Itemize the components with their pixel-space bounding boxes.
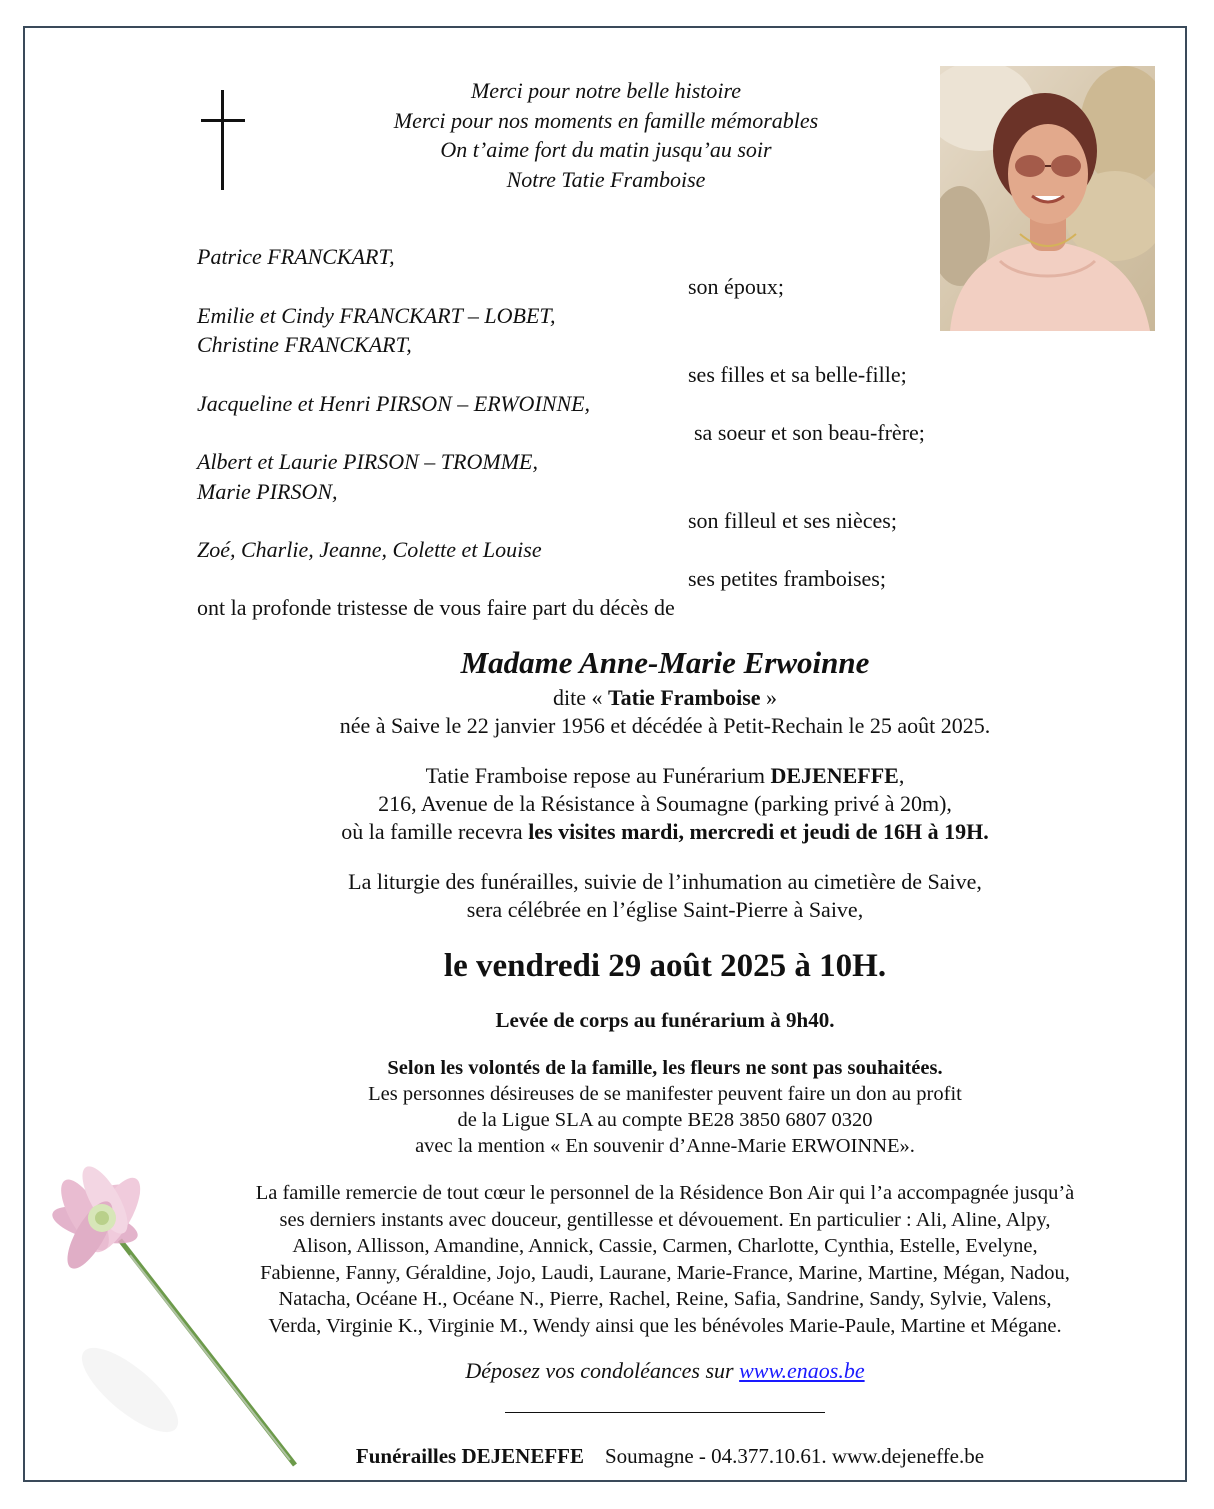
- thanks-paragraph: [190, 1180, 1140, 1339]
- visits-prefix: où la famille recevra: [341, 819, 529, 844]
- nickname-line: [160, 684, 1170, 711]
- family-relation: ses filles et sa belle-fille;: [688, 362, 907, 387]
- thanks-line: La famille remercie de tout cœur le personnel de la Résidence Bon Air qui l’a accompagnée jusqu’à: [255, 1182, 1075, 1204]
- funerarium-name: DEJENEFFE: [770, 763, 899, 788]
- family-relation: son époux;: [688, 274, 784, 299]
- visits-line: [160, 818, 1170, 845]
- donation-line3: avec la mention « En souvenir d’Anne-Marie ERWOINNE».: [415, 1135, 915, 1157]
- footer: [300, 1444, 1040, 1469]
- donation-line2: de la Ligue SLA au compte BE28 3850 6807 0320: [457, 1109, 873, 1131]
- announcement-closing: ont la profonde tristesse de vous faire part du décès de: [197, 595, 675, 620]
- deceased-name: [160, 644, 1170, 685]
- condolences-link[interactable]: www.enaos.be: [739, 1358, 865, 1383]
- funerarium-address: 216, Avenue de la Résistance à Soumagne (parking privé à 20m),: [378, 791, 952, 816]
- family-name: Marie PIRSON,: [197, 479, 338, 504]
- family-name: Zoé, Charlie, Jeanne, Colette et Louise: [197, 537, 542, 562]
- poem-line: Merci pour notre belle histoire: [470, 78, 742, 103]
- poem-line: Notre Tatie Framboise: [506, 166, 706, 192]
- funerarium-prefix: Tatie Framboise repose au Funérarium: [425, 763, 771, 788]
- ceremony-date: [160, 945, 1170, 990]
- nickname: Tatie Framboise: [607, 685, 761, 710]
- nickname-prefix: dite «: [552, 685, 608, 710]
- thanks-line: Alison, Allisson, Amandine, Annick, Cassie, Carmen, Charlotte, Cynthia, Estelle, Evelyne,: [292, 1235, 1038, 1257]
- family-name: Emilie et Cindy FRANCKART – LOBET,: [197, 303, 556, 328]
- nickname-suffix: »: [760, 685, 778, 710]
- poem-line: Merci pour nos moments en famille mémorables: [393, 107, 819, 133]
- family-relation: son filleul et ses nièces;: [688, 508, 897, 533]
- funerarium-line1: [160, 762, 1170, 789]
- thanks-line: ses derniers instants avec douceur, gentillesse et dévouement. En particulier : Ali, Aline, Alpy,: [279, 1208, 1051, 1231]
- family-relation: sa soeur et son beau-frère;: [694, 420, 925, 445]
- family-name: Albert et Laurie PIRSON – TROMME,: [197, 449, 538, 474]
- thanks-line: Fabienne, Fanny, Géraldine, Jojo, Laudi, Laurane, Marie-France, Marine, Martine, Mégan, Nadou,: [260, 1261, 1070, 1284]
- visits-schedule: les visites mardi, mercredi et jeudi de 16H à 19H.: [528, 819, 989, 844]
- poem: [300, 76, 912, 194]
- funerarium-suffix: ,: [898, 763, 905, 788]
- family-name: Patrice FRANCKART,: [197, 244, 395, 269]
- thanks-line: Verda, Virginie K., Virginie M., Wendy ainsi que les bénévoles Marie-Paule, Martine et Mégane.: [268, 1314, 1062, 1337]
- family-name: Christine FRANCKART,: [197, 332, 412, 357]
- levee-corps: Levée de corps au funérarium à 9h40.: [495, 1008, 835, 1032]
- family-relation: ses petites framboises;: [688, 566, 886, 591]
- liturgy-line1: La liturgie des funérailles, suivie de l’inhumation au cimetière de Saive,: [348, 869, 982, 894]
- footer-company: Funérailles DEJENEFFE: [355, 1444, 584, 1468]
- poem-line: On t’aime fort du matin jusqu’au soir: [440, 137, 772, 162]
- deceased-name-text: Madame Anne-Marie Erwoinne: [460, 645, 870, 680]
- liturgy-line2: sera célébrée en l’église Saint-Pierre à Saive,: [466, 897, 864, 922]
- divider: [505, 1412, 825, 1413]
- ceremony-date-text: le vendredi 29 août 2025 à 10H.: [443, 948, 887, 984]
- condolences-text: Déposez vos condoléances sur: [465, 1358, 740, 1383]
- birth-death: née à Saive le 22 janvier 1956 et décédée à Petit-Rechain le 25 août 2025.: [339, 713, 991, 738]
- footer-contact: Soumagne - 04.377.10.61. www.dejeneffe.be: [605, 1444, 985, 1468]
- family-name: Jacqueline et Henri PIRSON – ERWOINNE,: [197, 391, 591, 416]
- portrait-photo: [940, 66, 1155, 331]
- thanks-line: Natacha, Océane H., Océane N., Pierre, Rachel, Reine, Safia, Sandrine, Sandy, Sylvie, Valens,: [278, 1288, 1052, 1310]
- donation-line1: Les personnes désireuses de se manifester peuvent faire un don au profit: [368, 1083, 962, 1105]
- donation-notice: Selon les volontés de la famille, les fleurs ne sont pas souhaitées.: [387, 1057, 943, 1079]
- condolences-line: [160, 1357, 1170, 1384]
